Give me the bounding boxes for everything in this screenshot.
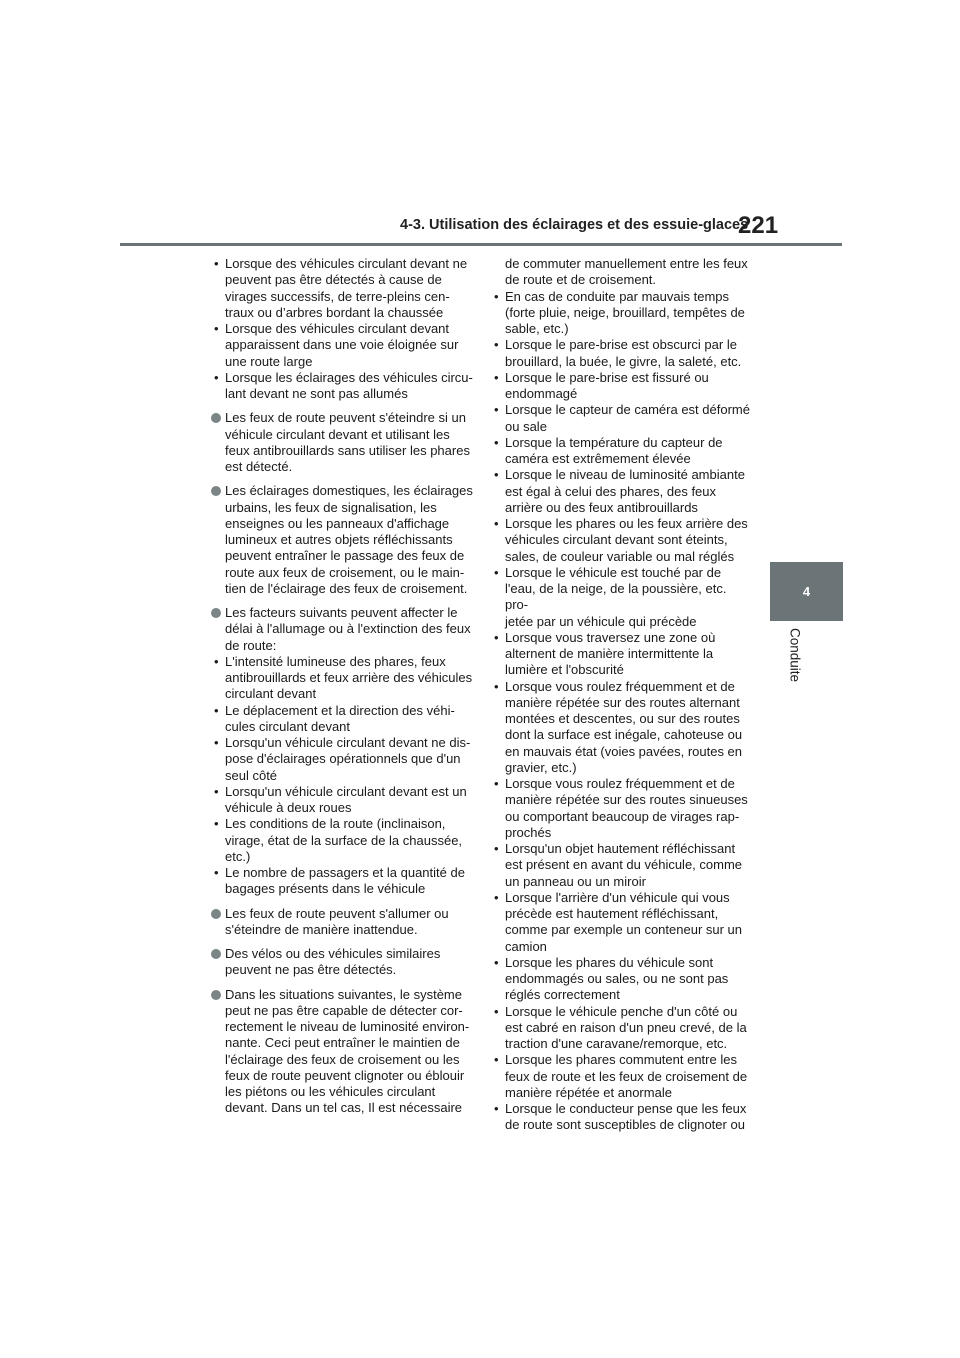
text-line: nante. Ceci peut entraîner le maintien de bbox=[225, 1035, 460, 1051]
list-item bbox=[211, 865, 473, 898]
text-line: comme par exemple un conteneur sur un bbox=[505, 922, 743, 938]
text-line: de route sont susceptibles de clignoter ou bbox=[505, 1117, 745, 1133]
text-line: peuvent ne pas être détectés. bbox=[225, 962, 397, 978]
text-line: est égal à celui des phares, des feux bbox=[505, 483, 717, 499]
text-line: en mauvais état (voies pavées, routes en bbox=[505, 743, 743, 759]
text-line: manière répétée sur des routes sinueuses bbox=[505, 792, 748, 808]
text-line: • L'intensité lumineuse des phares, feux bbox=[225, 653, 446, 669]
text-line: brouillard, la buée, le givre, la saleté, etc. bbox=[505, 353, 742, 369]
text-line: gravier, etc.) bbox=[505, 759, 577, 775]
text-line: • Lorsque le pare-brise est fissuré ou bbox=[505, 369, 709, 385]
list-item bbox=[491, 1101, 753, 1134]
text-line: urbains, les feux de signalisation, les bbox=[225, 499, 437, 515]
list-item bbox=[491, 679, 753, 777]
list-item bbox=[491, 337, 753, 370]
text-line: l'eau, de la neige, de la poussière, etc. pro- bbox=[505, 581, 727, 613]
text-line: • Lorsque la température du capteur de bbox=[505, 434, 723, 450]
text-line: • Lorsque le conducteur pense que les feux bbox=[505, 1101, 747, 1116]
text-line: une route large bbox=[225, 353, 313, 369]
text-line: • Lorsque les éclairages des véhicules circu- bbox=[225, 369, 473, 385]
text-line: lant devant ne sont pas allumés bbox=[225, 386, 408, 401]
text-line: • Lorsque le capteur de caméra est déformé bbox=[505, 402, 750, 418]
text-line: précède est hautement réfléchissant, bbox=[505, 906, 719, 921]
text-line: Les feux de route peuvent s'allumer ou bbox=[225, 905, 449, 921]
text-line: de route: bbox=[225, 637, 277, 653]
list-item bbox=[491, 955, 753, 1004]
chapter-side-label bbox=[780, 628, 810, 698]
text-line: dont la surface est inégale, cahoteuse ou bbox=[505, 727, 743, 743]
text-line: est détecté. bbox=[225, 459, 293, 474]
text-line: route aux feux de croisement, ou le main- bbox=[225, 564, 465, 580]
text-line: • Lorsque vous roulez fréquemment et de bbox=[505, 776, 735, 791]
text-line: arrière ou des feux antibrouillards bbox=[505, 499, 698, 515]
list-item bbox=[211, 735, 473, 784]
text-line: • Lorsque l'arrière d'un véhicule qui vous bbox=[505, 889, 730, 905]
text-line: apparaissent dans une voie éloignée sur bbox=[225, 337, 459, 353]
text-line: cules circulant devant bbox=[225, 718, 351, 734]
paragraph-continuation bbox=[491, 256, 753, 289]
paragraph-lighting-sources bbox=[211, 483, 473, 597]
text-line: manière répétée et anormale bbox=[505, 1084, 672, 1100]
left-column bbox=[211, 256, 473, 1117]
text-line: seul côté bbox=[225, 767, 278, 783]
text-line: réglés correctement bbox=[505, 987, 620, 1003]
text-line: véhicule à deux roues bbox=[225, 800, 352, 815]
list-item bbox=[491, 776, 753, 841]
text-line: Les facteurs suivants peuvent affecter le bbox=[225, 605, 458, 620]
list-item bbox=[491, 467, 753, 516]
text-line: caméra est extrêmement élevée bbox=[505, 451, 691, 466]
list-item bbox=[211, 703, 473, 736]
text-line: • Lorsque le véhicule est touché par de bbox=[505, 564, 722, 580]
text-line: tien de l'éclairage des feux de croisement. bbox=[225, 580, 468, 596]
chapter-tab bbox=[770, 562, 843, 621]
paragraph-factors bbox=[211, 605, 473, 898]
list-item bbox=[491, 289, 753, 338]
text-line: Les éclairages domestiques, les éclairages bbox=[225, 483, 473, 499]
list-item bbox=[491, 435, 753, 468]
text-line: endommagé bbox=[505, 386, 578, 401]
text-line: camion bbox=[505, 938, 547, 954]
paragraph-situations bbox=[211, 987, 473, 1117]
text-line: l'éclairage des feux de croisement ou les bbox=[225, 1051, 460, 1067]
list-item bbox=[211, 784, 473, 817]
list-item bbox=[491, 1052, 753, 1101]
list-item bbox=[491, 841, 753, 890]
text-line: virages successifs, de terre-pleins cen- bbox=[225, 288, 450, 304]
text-line: • Lorsque des véhicules circulant devant bbox=[225, 321, 450, 336]
text-line: • Lorsque le pare-brise est obscurci par le bbox=[505, 337, 737, 353]
paragraph-high-beam-off bbox=[211, 410, 473, 475]
text-line: • Lorsqu'un véhicule circulant devant est un bbox=[225, 783, 467, 799]
text-line: • Les conditions de la route (inclinaison, bbox=[225, 816, 446, 832]
text-line: délai à l'allumage ou à l'extinction des feux bbox=[225, 621, 471, 637]
list-item bbox=[491, 565, 753, 630]
text-line: pose d'éclairages opérationnels que d'un bbox=[225, 751, 461, 767]
text-line: antibrouillards et feux arrière des véhicules bbox=[225, 670, 473, 685]
header-rule bbox=[120, 243, 842, 246]
text-line: ou comportant beaucoup de virages rap- bbox=[505, 808, 740, 824]
list-item bbox=[211, 256, 473, 321]
text-line: feux de route peuvent clignoter ou éblouir bbox=[225, 1067, 465, 1083]
text-line: • Lorsque vous traversez une zone où bbox=[505, 629, 716, 645]
text-line: sable, etc.) bbox=[505, 321, 569, 336]
list-item bbox=[491, 890, 753, 955]
text-line: traux ou d’arbres bordant la chaussée bbox=[225, 304, 444, 320]
list-item bbox=[491, 402, 753, 435]
text-line: devant. Dans un tel cas, Il est nécessaire bbox=[225, 1100, 463, 1116]
list-item bbox=[211, 816, 473, 865]
text-line: • Lorsque des véhicules circulant devant ne bbox=[225, 256, 468, 271]
text-line: enseignes ou les panneaux d'affichage bbox=[225, 515, 450, 531]
text-line: bagages présents dans le véhicule bbox=[225, 881, 426, 897]
text-line: feux de route et les feux de croisement de bbox=[505, 1068, 748, 1084]
text-line: • Lorsque le niveau de luminosité ambiante bbox=[505, 467, 745, 483]
text-line: feux antibrouillards sans utiliser les phares bbox=[225, 442, 470, 458]
chapter-name: Conduite bbox=[787, 628, 803, 683]
text-line: montées et descentes, ou sur des routes bbox=[505, 711, 740, 726]
text-line: traction d'une caravane/remorque, etc. bbox=[505, 1036, 728, 1051]
text-line: prochés bbox=[505, 824, 552, 840]
text-line: rectement le niveau de luminosité environ- bbox=[225, 1019, 470, 1034]
text-line: véhicule circulant devant et utilisant les bbox=[225, 426, 450, 442]
paragraph-bicycles bbox=[211, 946, 473, 979]
text-line: peuvent pas être détectés à cause de bbox=[225, 272, 442, 288]
text-line: • Lorsque les phares commutent entre les bbox=[505, 1052, 737, 1068]
list-item bbox=[491, 630, 753, 679]
text-line: • Le nombre de passagers et la quantité de bbox=[225, 865, 465, 880]
text-line: • Le déplacement et la direction des véhi- bbox=[225, 702, 455, 718]
text-line: Des vélos ou des véhicules similaires bbox=[225, 946, 441, 961]
text-line: sales, de couleur variable ou mal réglés bbox=[505, 548, 735, 564]
text-line: est cabré en raison d'un pneu crevé, de la bbox=[505, 1019, 747, 1035]
text-line: • Lorsque les phares du véhicule sont bbox=[505, 954, 714, 970]
text-line: jetée par un véhicule qui précède bbox=[505, 613, 697, 629]
text-line: lumineux et autres objets réfléchissants bbox=[225, 532, 453, 547]
text-line: circulant devant bbox=[225, 686, 317, 702]
text-line: lumière et l'obscurité bbox=[505, 662, 624, 678]
text-line: Les feux de route peuvent s'éteindre si un bbox=[225, 410, 466, 426]
list-item bbox=[211, 654, 473, 703]
list-item bbox=[211, 321, 473, 370]
text-line: • Lorsque les phares ou les feux arrière des bbox=[505, 516, 748, 531]
list-item bbox=[491, 516, 753, 565]
text-line: • Lorsqu'un véhicule circulant devant ne dis- bbox=[225, 735, 471, 750]
list-item bbox=[211, 370, 473, 403]
text-line: peut ne pas être capable de détecter cor- bbox=[225, 1002, 463, 1018]
page-number: 221 bbox=[738, 212, 779, 239]
text-line: un panneau ou un miroir bbox=[505, 873, 646, 889]
text-line: les piétons ou les véhicules circulant bbox=[225, 1084, 436, 1099]
text-line: endommagés ou sales, ou ne sont pas bbox=[505, 971, 729, 986]
text-line: est présent en avant du véhicule, comme bbox=[505, 857, 743, 873]
right-column bbox=[491, 256, 753, 1134]
text-line: virage, état de la surface de la chaussée, bbox=[225, 832, 463, 848]
text-line: peuvent entraîner le passage des feux de bbox=[225, 548, 465, 564]
text-line: de commuter manuellement entre les feux bbox=[505, 256, 748, 271]
text-line: Dans les situations suivantes, le système bbox=[225, 986, 462, 1002]
text-line: véhicules circulant devant sont éteints, bbox=[505, 532, 728, 548]
text-line: s'éteindre de manière inattendue. bbox=[225, 921, 418, 937]
text-line: • Lorsque le véhicule penche d'un côté ou bbox=[505, 1003, 738, 1019]
text-line: de route et de croisement. bbox=[505, 272, 657, 288]
text-line: • Lorsqu'un objet hautement réfléchissant bbox=[505, 841, 736, 856]
text-line: (forte pluie, neige, brouillard, tempêtes de bbox=[505, 304, 745, 320]
text-line: manière répétée sur des routes alternant bbox=[505, 694, 740, 710]
text-line: • Lorsque vous roulez fréquemment et de bbox=[505, 678, 735, 694]
paragraph-unexpected bbox=[211, 906, 473, 939]
text-line: etc.) bbox=[225, 848, 251, 864]
text-line: ou sale bbox=[505, 418, 547, 434]
text-line: alternent de manière intermittente la bbox=[505, 646, 714, 661]
chapter-number: 4 bbox=[802, 584, 811, 599]
list-item bbox=[491, 1004, 753, 1053]
list-item bbox=[491, 370, 753, 403]
text-line: • En cas de conduite par mauvais temps bbox=[505, 288, 730, 304]
section-title: 4-3. Utilisation des éclairages et des essuie-glaces bbox=[400, 217, 749, 233]
